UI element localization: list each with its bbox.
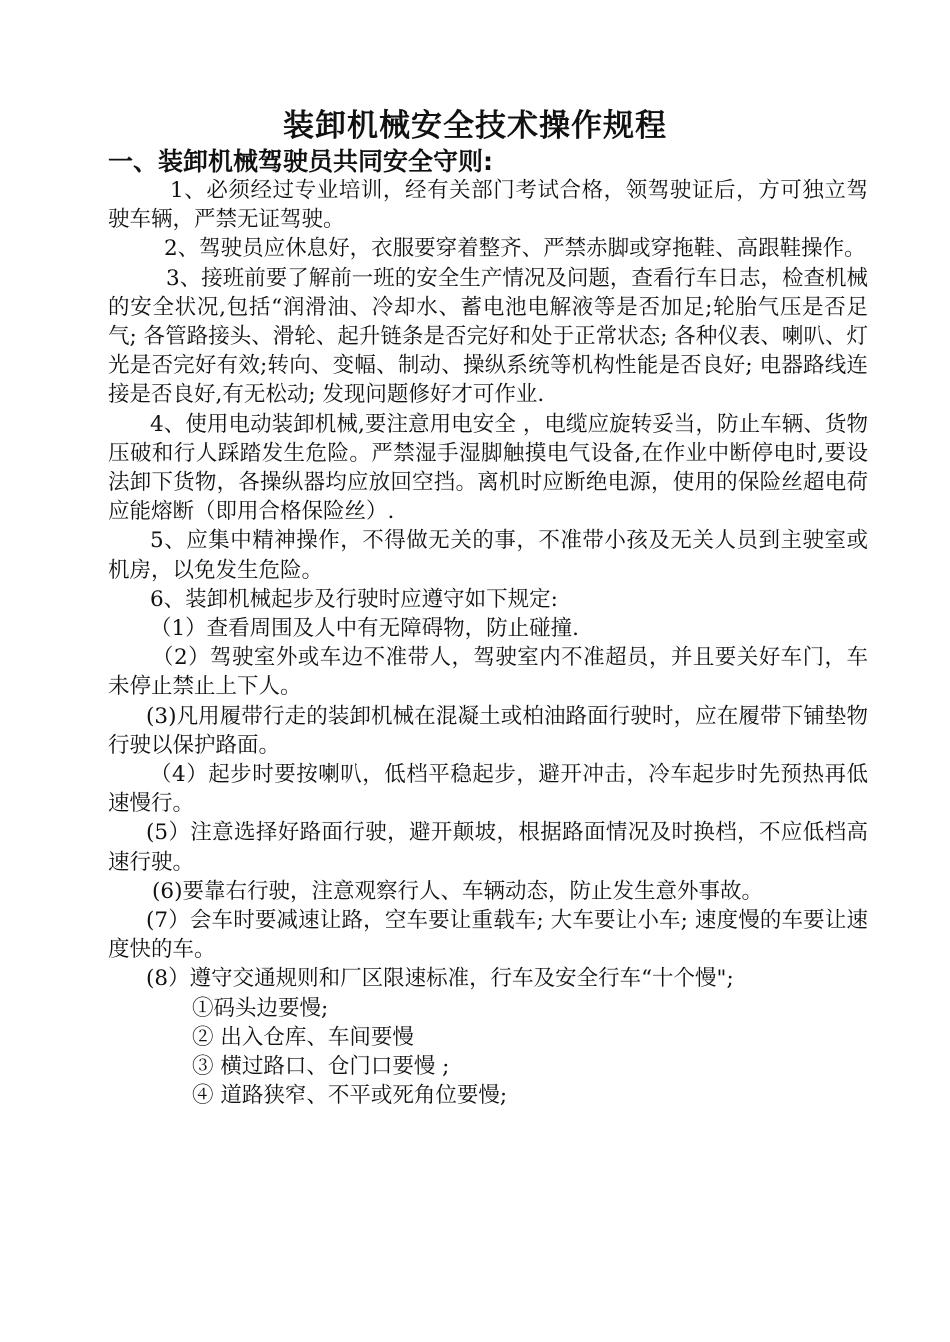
rule-paragraph-2: 2、驾驶员应休息好，衣服要穿着整齐、严禁赤脚或穿拖鞋、高跟鞋操作。 bbox=[164, 236, 866, 262]
slow-item-2: ② 出入仓库、车间要慢 bbox=[192, 1024, 414, 1050]
slow-item-3: ③ 横过路口、仓门口要慢 ; bbox=[192, 1054, 450, 1080]
subitem-1: （1）查看周围及人中有无障碍物，防止碰撞. bbox=[150, 616, 580, 642]
subitem-5: (5）注意选择好路面行驶，避开颠坡，根据路面情况及时换档，不应低档高速行驶。 bbox=[108, 820, 868, 875]
rule-paragraph-4: 4、使用电动装卸机械,要注意用电安全 ，电缆应旋转妥当，防止车辆、货物压破和行人踩踏发生危险。严禁湿手湿脚触摸电气设备,在作业中断停电时,要设法卸下货物，各操纵器均应放回空挡。离机时应断绝电源，使用的保险丝超电荷应能熔断（即用合格保险丝）. bbox=[108, 411, 868, 525]
subitem-3: (3)凡用履带行走的装卸机械在混凝土或柏油路面行驶时，应在履带下铺垫物行驶以保护路面。 bbox=[108, 703, 868, 758]
subitem-4: （4）起步时要按喇叭，低档平稳起步，避开冲击，冷车起步时先预热再低速慢行。 bbox=[108, 762, 868, 817]
subitem-2: （2）驾驶室外或车边不准带人，驾驶室内不准超员，并且要关好车门，车未停止禁止上下人。 bbox=[108, 645, 868, 700]
subitem-7: (7）会车时要减速让路，空车要让重载车; 大车要让小车; 速度慢的车要让速度快的车。 bbox=[108, 908, 868, 963]
rule-paragraph-6: 6、装卸机械起步及行驶时应遵守如下规定: bbox=[150, 586, 558, 612]
document-body bbox=[108, 176, 868, 1111]
document-title: 装卸机械安全技术操作规程 bbox=[283, 108, 667, 144]
slow-item-4: ④ 道路狭窄、不平或死角位要慢; bbox=[192, 1083, 508, 1109]
rule-paragraph-3: 3、接班前要了解前一班的安全生产情况及问题，查看行车日志，检查机械的安全状况,包括“润滑油、冷却水、蓄电池电解液等是否加足;轮胎气压是否足气; 各管路接头、滑轮、起升链条是否完好和处于正常状态; 各种仪表、喇叭、灯光是否完好有效;转向、变幅、制动、操纵系统等机构性能是否良好; 电器路线连接是否良好,有无松动; 发现问题修好才可作业. bbox=[108, 265, 868, 408]
rule-paragraph-1: 1、必须经过专业培训，经有关部门考试合格，领驾驶证后，方可独立驾驶车辆，严禁无证驾驶。 bbox=[108, 178, 868, 233]
rule-paragraph-5: 5、应集中精神操作，不得做无关的事，不准带小孩及无关人员到主驶室或机房，以免发生危险。 bbox=[108, 528, 868, 583]
slow-item-1: ①码头边要慢; bbox=[192, 995, 329, 1021]
subitem-8: (8）遵守交通规则和厂区限速标准，行车及安全行车“十个慢"; bbox=[146, 966, 734, 992]
section-heading: 一、装卸机械驾驶员共同安全守则: bbox=[108, 147, 493, 176]
subitem-6: (6)要靠右行驶，注意观察行人、车辆动态，防止发生意外事故。 bbox=[152, 878, 763, 904]
